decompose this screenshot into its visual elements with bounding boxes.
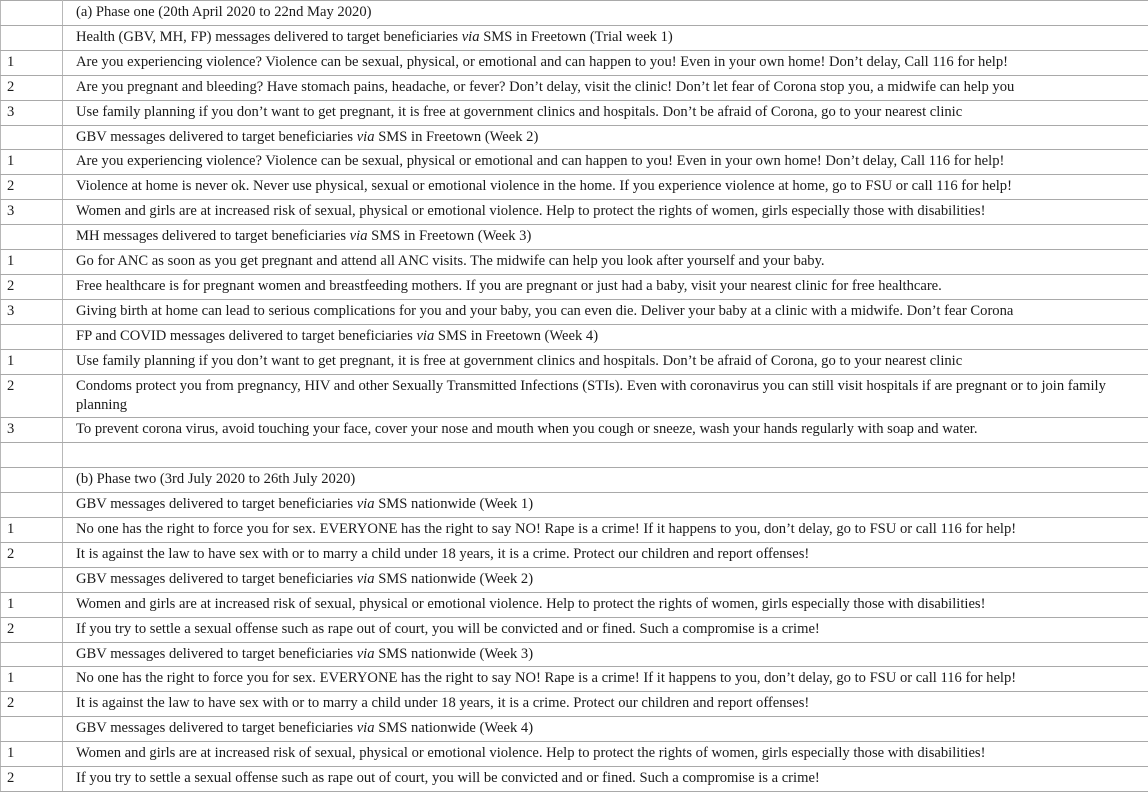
header-text-via: via xyxy=(356,128,375,145)
message-row xyxy=(1,50,1148,75)
message-text: If you try to settle a sexual offense such as rape out of court, you will be convicted and or fined. Such a compromise is a crime! xyxy=(63,767,1148,792)
message-text: Use family planning if you don’t want to get pregnant, it is free at government clinics and hospitals. Don’t be afraid of Corona, go to your nearest clinic xyxy=(63,100,1148,125)
message-row xyxy=(1,100,1148,125)
message-row xyxy=(1,274,1148,299)
row-number: 3 xyxy=(1,418,63,443)
row-number: 1 xyxy=(1,667,63,692)
spacer-cell xyxy=(63,443,1148,468)
phase-header-row xyxy=(1,468,1148,493)
week-header-row xyxy=(1,717,1148,742)
message-row xyxy=(1,349,1148,374)
message-text: To prevent corona virus, avoid touching your face, cover your nose and mouth when you cough or sneeze, wash your hands regularly with soap and water. xyxy=(63,418,1148,443)
week-header-text xyxy=(63,642,1148,667)
week-header-row xyxy=(1,642,1148,667)
row-number: 1 xyxy=(1,742,63,767)
header-text-before: FP and COVID messages delivered to target beneficiaries xyxy=(76,327,417,344)
header-text-before: GBV messages delivered to target beneficiaries xyxy=(76,128,357,145)
message-row xyxy=(1,418,1148,443)
message-text: Are you experiencing violence? Violence can be sexual, physical or emotional and can happen to you! Even in your own home! Don’t delay, Call 116 for help! xyxy=(63,150,1148,175)
week-header-row xyxy=(1,225,1148,250)
week-header-text xyxy=(63,324,1148,349)
row-number xyxy=(1,125,63,150)
header-text-via: via xyxy=(461,28,480,45)
message-row xyxy=(1,518,1148,543)
header-text-via: via xyxy=(356,570,375,587)
week-header-text xyxy=(63,567,1148,592)
week-header-row xyxy=(1,493,1148,518)
message-text: Go for ANC as soon as you get pregnant and attend all ANC visits. The midwife can help you look after yourself and your baby. xyxy=(63,250,1148,275)
row-number: 2 xyxy=(1,374,63,418)
message-text: Condoms protect you from pregnancy, HIV and other Sexually Transmitted Infections (STIs). Even with coronavirus you can still visit hospitals if are pregnant or to join family planning xyxy=(63,374,1148,418)
row-number xyxy=(1,443,63,468)
header-text-before: GBV messages delivered to target beneficiaries xyxy=(76,720,357,737)
header-text-before: GBV messages delivered to target beneficiaries xyxy=(76,570,357,587)
week-header-row xyxy=(1,567,1148,592)
message-row xyxy=(1,200,1148,225)
message-text: No one has the right to force you for sex. EVERYONE has the right to say NO! Rape is a crime! If it happens to you, don’t delay, go to FSU or call 116 for help! xyxy=(63,667,1148,692)
table-body xyxy=(1,1,1148,792)
week-header-text xyxy=(63,125,1148,150)
header-text-after: SMS nationwide (Week 4) xyxy=(374,720,534,737)
header-text-before: GBV messages delivered to target beneficiaries xyxy=(76,645,357,662)
message-row xyxy=(1,250,1148,275)
phase-header-row xyxy=(1,1,1148,26)
row-number xyxy=(1,225,63,250)
header-text-after: SMS nationwide (Week 1) xyxy=(374,496,534,513)
row-number xyxy=(1,642,63,667)
row-number: 1 xyxy=(1,518,63,543)
week-header-text xyxy=(63,493,1148,518)
message-text: Are you experiencing violence? Violence can be sexual, physical, or emotional and can happen to you! Even in your own home! Don’t delay, Call 116 for help! xyxy=(63,50,1148,75)
row-number: 1 xyxy=(1,150,63,175)
header-text-via: via xyxy=(356,645,375,662)
row-number xyxy=(1,567,63,592)
week-header-row xyxy=(1,125,1148,150)
message-row xyxy=(1,767,1148,792)
message-text: Violence at home is never ok. Never use physical, sexual or emotional violence in the home. If you experience violence at home, go to FSU or call 116 for help! xyxy=(63,175,1148,200)
message-row xyxy=(1,742,1148,767)
message-row xyxy=(1,175,1148,200)
message-row xyxy=(1,374,1148,418)
message-text: Free healthcare is for pregnant women and breastfeeding mothers. If you are pregnant or just had a baby, visit your nearest clinic for free healthcare. xyxy=(63,274,1148,299)
header-text-after: SMS in Freetown (Trial week 1) xyxy=(479,28,673,45)
row-number xyxy=(1,324,63,349)
row-number: 2 xyxy=(1,175,63,200)
header-text-after: SMS in Freetown (Week 2) xyxy=(374,128,539,145)
message-row xyxy=(1,542,1148,567)
header-text-after: SMS in Freetown (Week 3) xyxy=(367,228,532,245)
row-number xyxy=(1,493,63,518)
row-number xyxy=(1,25,63,50)
row-number: 1 xyxy=(1,250,63,275)
row-number: 3 xyxy=(1,299,63,324)
spacer-row xyxy=(1,443,1148,468)
message-text: It is against the law to have sex with or to marry a child under 18 years, it is a crime. Protect our children and report offenses! xyxy=(63,542,1148,567)
message-row xyxy=(1,75,1148,100)
row-number: 2 xyxy=(1,767,63,792)
header-text-via: via xyxy=(356,496,375,513)
message-text: If you try to settle a sexual offense such as rape out of court, you will be convicted and or fined. Such a compromise is a crime! xyxy=(63,617,1148,642)
week-header-text xyxy=(63,225,1148,250)
row-number: 1 xyxy=(1,349,63,374)
week-header-text xyxy=(63,717,1148,742)
week-header-text xyxy=(63,25,1148,50)
header-text-before: MH messages delivered to target beneficiaries xyxy=(76,228,350,245)
message-text: Women and girls are at increased risk of sexual, physical or emotional violence. Help to protect the rights of women, girls especially those with disabilities! xyxy=(63,592,1148,617)
row-number: 2 xyxy=(1,542,63,567)
phase-title: (a) Phase one (20th April 2020 to 22nd May 2020) xyxy=(63,1,1148,26)
message-text: No one has the right to force you for sex. EVERYONE has the right to say NO! Rape is a crime! If it happens to you, don’t delay, go to FSU or call 116 for help! xyxy=(63,518,1148,543)
row-number: 2 xyxy=(1,617,63,642)
row-number: 2 xyxy=(1,274,63,299)
message-row xyxy=(1,667,1148,692)
header-text-before: GBV messages delivered to target beneficiaries xyxy=(76,496,357,513)
row-number: 3 xyxy=(1,100,63,125)
message-row xyxy=(1,617,1148,642)
row-number: 1 xyxy=(1,50,63,75)
message-text: Are you pregnant and bleeding? Have stomach pains, headache, or fever? Don’t delay, visit the clinic! Don’t let fear of Corona stop you, a midwife can help you xyxy=(63,75,1148,100)
row-number xyxy=(1,1,63,26)
message-text: Women and girls are at increased risk of sexual, physical or emotional violence. Help to protect the rights of women, girls especially those with disabilities! xyxy=(63,200,1148,225)
row-number: 1 xyxy=(1,592,63,617)
header-text-after: SMS nationwide (Week 3) xyxy=(374,645,534,662)
header-text-via: via xyxy=(349,228,368,245)
message-text: It is against the law to have sex with or to marry a child under 18 years, it is a crime. Protect our children and report offenses! xyxy=(63,692,1148,717)
header-text-via: via xyxy=(416,327,435,344)
message-text: Women and girls are at increased risk of sexual, physical or emotional violence. Help to protect the rights of women, girls especially those with disabilities! xyxy=(63,742,1148,767)
header-text-after: SMS in Freetown (Week 4) xyxy=(434,327,599,344)
message-text: Use family planning if you don’t want to get pregnant, it is free at government clinics and hospitals. Don’t be afraid of Corona, go to your nearest clinic xyxy=(63,349,1148,374)
row-number xyxy=(1,468,63,493)
row-number xyxy=(1,717,63,742)
message-row xyxy=(1,592,1148,617)
row-number: 3 xyxy=(1,200,63,225)
message-row xyxy=(1,299,1148,324)
header-text-after: SMS nationwide (Week 2) xyxy=(374,570,534,587)
week-header-row xyxy=(1,25,1148,50)
row-number: 2 xyxy=(1,692,63,717)
message-row xyxy=(1,692,1148,717)
header-text-via: via xyxy=(356,720,375,737)
message-row xyxy=(1,150,1148,175)
week-header-row xyxy=(1,324,1148,349)
phase-title: (b) Phase two (3rd July 2020 to 26th July 2020) xyxy=(63,468,1148,493)
header-text-before: Health (GBV, MH, FP) messages delivered to target beneficiaries xyxy=(76,28,462,45)
row-number: 2 xyxy=(1,75,63,100)
message-text: Giving birth at home can lead to serious complications for you and your baby, you can even die. Deliver your baby at a clinic with a midwife. Don’t fear Corona xyxy=(63,299,1148,324)
